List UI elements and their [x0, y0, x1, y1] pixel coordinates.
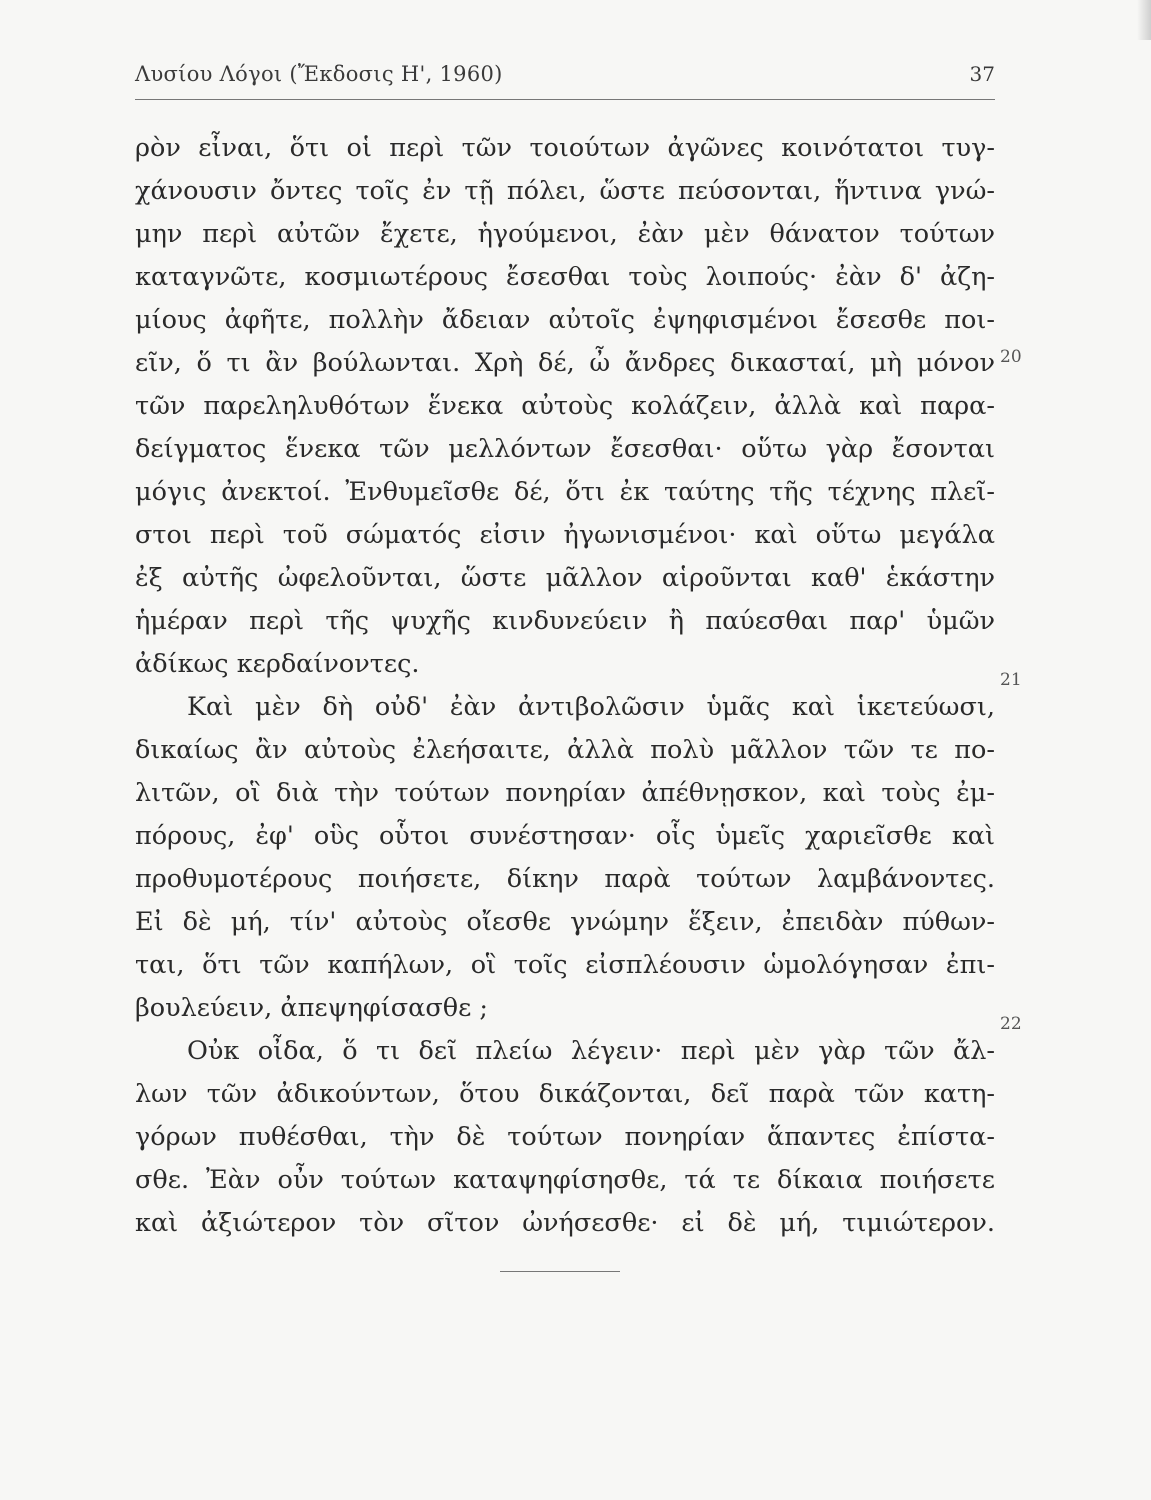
- text-body: [135, 127, 995, 1245]
- text-line: μόγις ἀνεκτοί. Ἐνθυμεῖσθε δέ, ὅτι ἐκ ταύτης τῆς τέχνης πλεῖ-: [135, 477, 995, 507]
- text-line: καὶ ἀξιώτερον τὸν σῖτον ὠνήσεσθε· εἰ δὲ μή, τιμιώτερον.: [135, 1208, 995, 1238]
- text-line: Εἰ δὲ μή, τίν' αὐτοὺς οἴεσθε γνώμην ἕξειν, ἐπειδὰν πύθων-: [135, 907, 995, 937]
- end-rule: [500, 1271, 620, 1272]
- text-line: ται, ὅτι τῶν καπήλων, οἳ τοῖς εἰσπλέουσιν ὡμολόγησαν ἐπι-: [135, 950, 995, 980]
- text-line-paragraph-start: Οὐκ οἶδα, ὅ τι δεῖ πλείω λέγειν· περὶ μὲν γὰρ τῶν ἄλ-: [187, 1036, 995, 1066]
- text-line: ἡμέραν περὶ τῆς ψυχῆς κινδυνεύειν ἢ παύεσθαι παρ' ὑμῶν: [135, 606, 995, 636]
- section-number-20: 20: [1000, 347, 1022, 367]
- text-line: προθυμοτέρους ποιήσετε, δίκην παρὰ τούτων λαμβάνοντες.: [135, 864, 995, 894]
- page-number: 37: [969, 62, 995, 86]
- text-line: βουλεύειν, ἀπεψηφίσασθε ;: [135, 993, 489, 1023]
- text-line: μην περὶ αὐτῶν ἔχετε, ἡγούμενοι, ἐὰν μὲν θάνατον τούτων: [135, 219, 995, 249]
- running-header: [135, 62, 995, 98]
- text-line: χάνουσιν ὄντες τοῖς ἐν τῇ πόλει, ὥστε πεύσονται, ἥντινα γνώ-: [135, 176, 995, 206]
- text-line: καταγνῶτε, κοσμιωτέρους ἔσεσθαι τοὺς λοιπούς· ἐὰν δ' ἀζη-: [135, 262, 995, 292]
- text-line: πόρους, ἐφ' οὓς οὗτοι συνέστησαν· οἷς ὑμεῖς χαριεῖσθε καὶ: [135, 821, 995, 851]
- text-line: γόρων πυθέσθαι, τὴν δὲ τούτων πονηρίαν ἅπαντες ἐπίστα-: [135, 1122, 995, 1152]
- text-line: δικαίως ἂν αὐτοὺς ἐλεήσαιτε, ἀλλὰ πολὺ μᾶλλον τῶν τε πο-: [135, 735, 995, 765]
- text-line: μίους ἀφῆτε, πολλὴν ἄδειαν αὐτοῖς ἐψηφισμένοι ἔσεσθε ποι-: [135, 305, 995, 335]
- text-line-paragraph-start: Καὶ μὲν δὴ οὐδ' ἐὰν ἀντιβολῶσιν ὑμᾶς καὶ ἱκετεύωσι,: [187, 692, 995, 722]
- text-line: δείγματος ἕνεκα τῶν μελλόντων ἔσεσθαι· οὕτω γὰρ ἔσονται: [135, 434, 995, 464]
- text-line: εῖν, ὅ τι ἂν βούλωνται. Χρὴ δέ, ὦ ἄνδρες δικασταί, μὴ μόνον: [135, 348, 995, 378]
- text-line: ρὸν εἶναι, ὅτι οἱ περὶ τῶν τοιούτων ἀγῶνες κοινότατοι τυγ-: [135, 133, 995, 163]
- page-edge-shadow: [1137, 0, 1151, 40]
- section-number-21: 21: [1000, 670, 1022, 690]
- text-line: τῶν παρεληλυθότων ἕνεκα αὐτοὺς κολάζειν, ἀλλὰ καὶ παρα-: [135, 391, 995, 421]
- text-line: λιτῶν, οἳ διὰ τὴν τούτων πονηρίαν ἀπέθνῃσκον, καὶ τοὺς ἐμ-: [135, 778, 995, 808]
- text-line: σθε. Ἐὰν οὖν τούτων καταψηφίσησθε, τά τε δίκαια ποιήσετε: [135, 1165, 995, 1195]
- section-number-22: 22: [1000, 1014, 1022, 1034]
- text-line: ἀδίκως κερδαίνοντες.: [135, 649, 420, 679]
- running-title: Λυσίου Λόγοι (Ἔκδοσις Η', 1960): [135, 62, 503, 86]
- text-line: στοι περὶ τοῦ σώματός εἰσιν ἠγωνισμένοι· καὶ οὕτω μεγάλα: [135, 520, 995, 550]
- text-line: λων τῶν ἀδικούντων, ὅτου δικάζονται, δεῖ παρὰ τῶν κατη-: [135, 1079, 995, 1109]
- text-line: ἐξ αὐτῆς ὠφελοῦνται, ὥστε μᾶλλον αἱροῦνται καθ' ἑκάστην: [135, 563, 995, 593]
- header-rule: [135, 99, 995, 100]
